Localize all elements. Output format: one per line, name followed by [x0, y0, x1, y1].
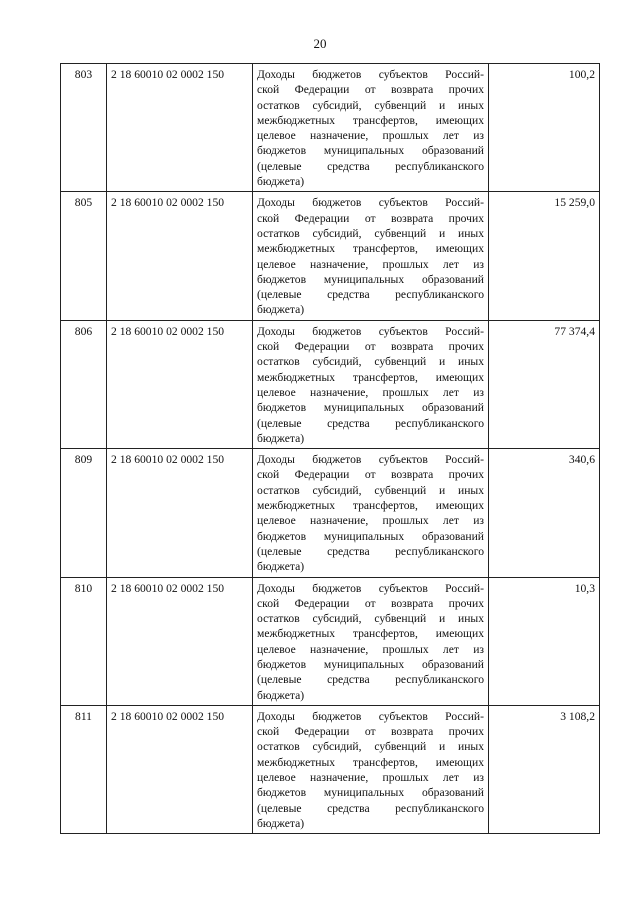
page-number: 20: [313, 36, 327, 51]
income-name-cell: [253, 577, 489, 705]
income-name-line: целевое назначение, прошлых лет из: [257, 257, 484, 271]
income-name-line: целевое назначение, прошлых лет из: [257, 642, 484, 656]
income-name-line: (целевые средства республиканского: [257, 416, 484, 430]
income-name-line: остатков субсидий, субвенций и иных: [257, 226, 484, 240]
income-name-line: бюджета): [257, 560, 305, 574]
income-name-line: ской Федерации от возврата прочих: [257, 83, 484, 97]
income-name-line: (целевые средства республиканского: [257, 801, 484, 815]
income-name-line: целевое назначение, прошлых лет из: [257, 771, 484, 785]
income-name-line: целевое назначение, прошлых лет из: [257, 514, 484, 528]
admin-code-cell: 803: [61, 64, 107, 192]
income-name-line: бюджетов муниципальных образований: [257, 786, 484, 800]
income-name-line: ской Федерации от возврата прочих: [257, 596, 484, 610]
income-name-line: межбюджетных трансфертов, имеющих: [257, 499, 484, 513]
admin-code-cell: 810: [61, 577, 107, 705]
income-name-line: целевое назначение, прошлых лет из: [257, 129, 484, 143]
amount-cell: 77 374,4: [489, 320, 600, 448]
income-name-line: остатков субсидий, субвенций и иных: [257, 355, 484, 369]
income-name-line: (целевые средства республиканского: [257, 288, 484, 302]
income-name-line: остатков субсидий, субвенций и иных: [257, 740, 484, 754]
budget-classification-code-cell: 2 18 60010 02 0002 150: [107, 577, 253, 705]
income-name-cell: [253, 449, 489, 577]
admin-code-cell: 806: [61, 320, 107, 448]
income-name-line: бюджета): [257, 688, 305, 702]
income-name-line: межбюджетных трансфертов, имеющих: [257, 627, 484, 641]
admin-code-cell: 811: [61, 705, 107, 833]
income-name-line: ской Федерации от возврата прочих: [257, 468, 484, 482]
amount-cell: 3 108,2: [489, 705, 600, 833]
income-name-line: межбюджетных трансфертов, имеющих: [257, 113, 484, 127]
income-name-line: бюджета): [257, 303, 305, 317]
income-name-line: бюджетов муниципальных образований: [257, 401, 484, 415]
income-name-line: Доходы бюджетов субъектов Россий-: [257, 709, 484, 723]
income-name-line: межбюджетных трансфертов, имеющих: [257, 755, 484, 769]
income-name-line: бюджетов муниципальных образований: [257, 144, 484, 158]
table-row: [61, 192, 600, 320]
income-name-line: остатков субсидий, субвенций и иных: [257, 612, 484, 626]
income-name-cell: [253, 320, 489, 448]
income-name-line: бюджетов муниципальных образований: [257, 272, 484, 286]
admin-code-cell: 805: [61, 192, 107, 320]
budget-income-table: [60, 63, 600, 834]
income-name-line: бюджетов муниципальных образований: [257, 529, 484, 543]
income-name-line: бюджета): [257, 816, 305, 830]
income-name-line: бюджета): [257, 431, 305, 445]
budget-classification-code-cell: 2 18 60010 02 0002 150: [107, 192, 253, 320]
table-row: [61, 577, 600, 705]
income-name-cell: [253, 64, 489, 192]
table-row: [61, 705, 600, 833]
income-name-line: (целевые средства республиканского: [257, 544, 484, 558]
budget-classification-code-cell: 2 18 60010 02 0002 150: [107, 705, 253, 833]
table-row: [61, 449, 600, 577]
amount-cell: 15 259,0: [489, 192, 600, 320]
table-body: [61, 64, 600, 834]
income-name-line: (целевые средства республиканского: [257, 673, 484, 687]
budget-classification-code-cell: 2 18 60010 02 0002 150: [107, 320, 253, 448]
amount-cell: 100,2: [489, 64, 600, 192]
income-name-cell: [253, 192, 489, 320]
income-name-cell: [253, 705, 489, 833]
income-name-line: (целевые средства республиканского: [257, 159, 484, 173]
income-name-line: Доходы бюджетов субъектов Россий-: [257, 581, 484, 595]
income-name-line: остатков субсидий, субвенций и иных: [257, 483, 484, 497]
budget-classification-code-cell: 2 18 60010 02 0002 150: [107, 64, 253, 192]
amount-cell: 340,6: [489, 449, 600, 577]
admin-code-cell: 809: [61, 449, 107, 577]
income-name-line: ской Федерации от возврата прочих: [257, 211, 484, 225]
amount-cell: 10,3: [489, 577, 600, 705]
income-name-line: бюджета): [257, 175, 305, 189]
income-name-line: Доходы бюджетов субъектов Россий-: [257, 196, 484, 210]
income-name-line: Доходы бюджетов субъектов Россий-: [257, 453, 484, 467]
budget-classification-code-cell: 2 18 60010 02 0002 150: [107, 449, 253, 577]
table-row: [61, 64, 600, 192]
income-name-line: ской Федерации от возврата прочих: [257, 340, 484, 354]
income-name-line: межбюджетных трансфертов, имеющих: [257, 370, 484, 384]
income-name-line: межбюджетных трансфертов, имеющих: [257, 242, 484, 256]
income-name-line: ской Федерации от возврата прочих: [257, 725, 484, 739]
income-name-line: целевое назначение, прошлых лет из: [257, 385, 484, 399]
income-name-line: бюджетов муниципальных образований: [257, 657, 484, 671]
income-name-line: Доходы бюджетов субъектов Россий-: [257, 68, 484, 81]
table-row: [61, 320, 600, 448]
income-name-line: остатков субсидий, субвенций и иных: [257, 98, 484, 112]
income-name-line: Доходы бюджетов субъектов Россий-: [257, 324, 484, 338]
